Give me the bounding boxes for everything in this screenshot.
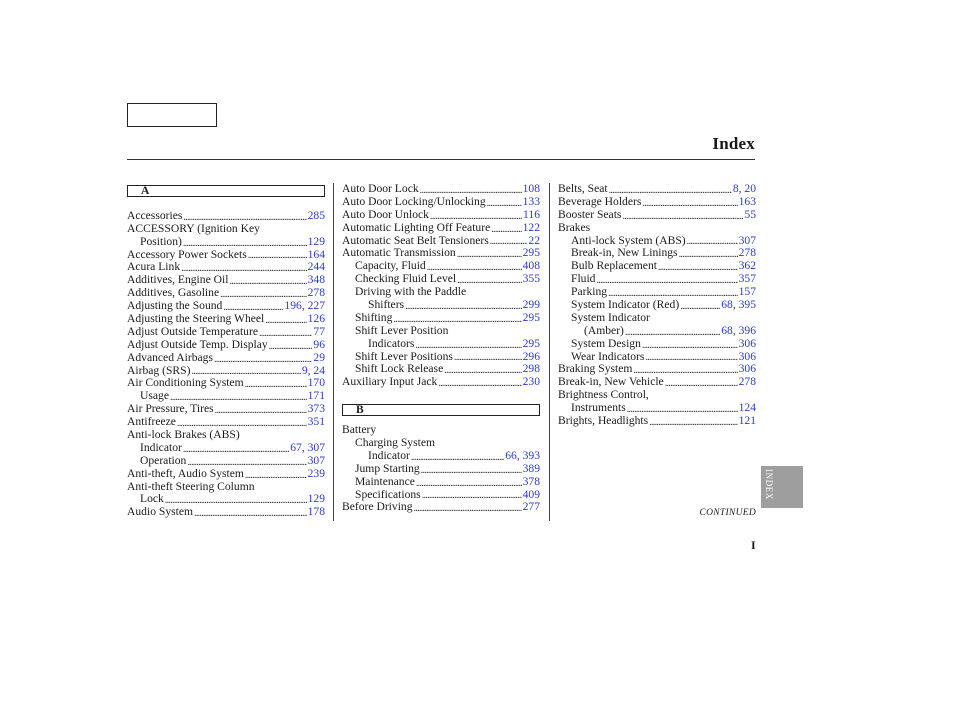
dot-leader [642, 340, 738, 351]
index-column-1 [127, 183, 325, 519]
index-entry-label: Audio System [127, 505, 194, 519]
page-reference-link[interactable]: 163 [738, 194, 756, 208]
page-reference-link[interactable]: 389 [522, 461, 540, 475]
page-reference-link[interactable]: 298 [522, 362, 540, 376]
page-reference-link[interactable]: 171 [307, 389, 325, 403]
index-entry [558, 209, 756, 222]
continued-note: CONTINUED [699, 508, 756, 518]
index-entry-label: Indicator [140, 440, 182, 454]
index-entry-label: System Indicator [571, 310, 650, 324]
index-entry-label: System Indicator (Red) [571, 298, 680, 311]
index-entry-label: Indicators [368, 336, 415, 350]
dot-leader [444, 365, 521, 376]
index-entry-label: Airbag (SRS) [127, 363, 191, 377]
index-entry-label: Break-in, New Linings [571, 246, 678, 260]
page-reference-link[interactable]: 178 [307, 505, 325, 519]
index-entry [127, 468, 325, 481]
index-entry-label: Lock [140, 492, 164, 506]
dot-leader [642, 198, 737, 209]
index-entry [127, 223, 325, 236]
index-entry [342, 463, 540, 476]
index-entry-label: Auxiliary Input Jack [342, 375, 438, 389]
section-letter-b: B [342, 404, 540, 416]
page-reference-link[interactable]: 129 [307, 234, 325, 248]
dot-leader [645, 352, 737, 363]
index-entry-label: Battery [342, 423, 377, 437]
index-entry [342, 437, 540, 450]
index-entry-label: Anti-theft Steering Column [127, 479, 255, 493]
index-entry-label: Antifreeze [127, 415, 176, 429]
page-reference-link[interactable]: 299 [522, 298, 540, 311]
page-reference-link[interactable]: 307 [738, 233, 756, 247]
index-entry [558, 415, 756, 428]
index-entry-label: Charging System [355, 436, 435, 450]
index-entry-label: Anti-lock Brakes (ABS) [127, 428, 240, 442]
index-list-a [127, 210, 325, 519]
dot-leader [405, 301, 522, 312]
page-reference-link[interactable]: 157 [738, 285, 756, 299]
dot-leader [680, 301, 720, 312]
index-entry-label: Position) [140, 234, 182, 248]
dot-leader [457, 249, 522, 260]
index-entry-label: Capacity, Fluid [355, 259, 426, 273]
index-entry [558, 196, 756, 209]
index-entry-label: Auto Door Unlock [342, 207, 429, 221]
index-entry [127, 339, 325, 352]
dot-leader [596, 275, 737, 286]
index-entry-label: Indicator [368, 448, 410, 462]
index-entry-label: Acura Link [127, 260, 181, 274]
index-entry-label: Anti-lock System (ABS) [571, 233, 686, 247]
page-reference-link[interactable]: 278 [738, 375, 756, 389]
page-reference-link[interactable]: 29 [313, 350, 325, 364]
index-entry-label: Auto Door Locking/Unlocking [342, 194, 486, 208]
page-reference-link[interactable]: 278 [307, 286, 325, 300]
index-column-2 [342, 183, 540, 514]
index-entry [127, 455, 325, 468]
page-reference-link[interactable]: 121 [738, 414, 756, 428]
dot-leader [414, 503, 522, 514]
page-reference-link[interactable]: 295 [522, 310, 540, 324]
dot-leader [490, 236, 528, 247]
index-entry-label: Accessories [127, 208, 183, 222]
index-entry-label: Brakes [558, 220, 591, 234]
index-entry [558, 183, 756, 196]
page-reference-link[interactable]: 170 [307, 376, 325, 390]
dot-leader [679, 249, 738, 260]
index-entry-label: Beverage Holders [558, 194, 642, 208]
dot-leader [622, 211, 743, 222]
dot-leader [245, 379, 307, 390]
index-entry-label: Specifications [355, 487, 421, 501]
index-entry-label: Checking Fluid Level [355, 272, 457, 286]
index-entry-label: Advanced Airbags [127, 350, 213, 364]
index-list-b [342, 424, 540, 514]
index-entry-label: Belts, Seat [558, 181, 608, 195]
index-entry-label: Jump Starting [355, 461, 420, 475]
index-entry [127, 236, 325, 249]
index-entry [127, 506, 325, 519]
page-reference-link[interactable]: 9, 24 [301, 363, 325, 377]
index-entry-label: Shift Lock Release [355, 362, 444, 376]
dot-leader [214, 354, 312, 365]
page-reference-link[interactable]: 129 [307, 492, 325, 506]
dot-leader [457, 275, 522, 286]
page-reference-link[interactable]: 351 [307, 415, 325, 429]
page-reference-link[interactable]: 133 [522, 194, 540, 208]
index-entry [127, 313, 325, 326]
page-reference-link[interactable]: 116 [523, 207, 540, 221]
index-entry-label: Additives, Engine Oil [127, 273, 229, 287]
page-reference-link[interactable]: 348 [307, 273, 325, 287]
page-reference-link[interactable]: 126 [307, 312, 325, 325]
index-entry-label: Before Driving [342, 500, 413, 514]
page-reference-link[interactable]: 355 [522, 272, 540, 286]
index-list-b-continued [558, 183, 756, 428]
page-reference-link[interactable]: 357 [738, 272, 756, 286]
dot-leader [416, 478, 522, 489]
dot-leader [687, 236, 738, 247]
index-entry [558, 325, 756, 338]
column-divider-2 [549, 183, 550, 521]
section-letter-a: A [127, 185, 325, 197]
index-entry-label: Shift Lever Positions [355, 349, 453, 363]
page-reference-link[interactable]: 306 [738, 362, 756, 376]
side-tab-label: INDEX [764, 469, 774, 500]
page-reference-link[interactable]: 285 [307, 208, 325, 222]
page-reference-link[interactable]: 8, 20 [732, 181, 756, 195]
index-entry [342, 376, 540, 389]
header-tab-box [127, 103, 217, 127]
index-entry-label: Wear Indicators [571, 349, 645, 363]
index-entry [558, 222, 756, 235]
dot-leader [248, 250, 307, 261]
index-entry-label: Automatic Seat Belt Tensioners [342, 233, 489, 247]
index-entry-label: Additives, Gasoline [127, 286, 220, 300]
index-entry [558, 338, 756, 351]
index-column-3 [558, 183, 756, 428]
page-reference-link[interactable]: 244 [307, 260, 325, 274]
page-reference-link[interactable]: 239 [307, 466, 325, 480]
page-reference-link[interactable]: 55 [744, 207, 756, 221]
page-reference-link[interactable]: 68, 395 [721, 298, 756, 311]
index-entry-label: Accessory Power Sockets [127, 247, 247, 261]
page-reference-link[interactable]: 122 [522, 220, 540, 234]
index-entry-label: Shifters [368, 298, 405, 311]
index-entry-label: Break-in, New Vehicle [558, 375, 664, 389]
index-entry-label: Brightness Control, [558, 388, 649, 402]
page-reference-link[interactable]: 67, 307 [290, 440, 325, 454]
page-reference-link[interactable]: 306 [738, 336, 756, 350]
index-entry [342, 196, 540, 209]
index-entry-label: Shifting [355, 310, 393, 324]
page-reference-link[interactable]: 96 [313, 337, 325, 351]
index-entry [127, 352, 325, 365]
title-divider [127, 159, 755, 160]
index-entry-label: Auto Door Lock [342, 181, 419, 195]
dot-leader [229, 276, 306, 287]
index-entry [342, 312, 540, 325]
index-entry-label: Bulb Replacement [571, 259, 657, 273]
index-entry [342, 183, 540, 196]
page-reference-link[interactable]: 277 [522, 500, 540, 514]
dot-leader [215, 405, 307, 416]
index-entry-label: Automatic Lighting Off Feature [342, 220, 491, 234]
page-reference-link[interactable]: 278 [738, 246, 756, 260]
index-entry-label: Instruments [571, 401, 626, 415]
page-reference-link[interactable]: 409 [522, 487, 540, 501]
page-reference-link[interactable]: 124 [738, 401, 756, 415]
page-reference-link[interactable]: 408 [522, 259, 540, 273]
dot-leader [265, 315, 306, 326]
index-entry-label: Driving with the Paddle [355, 285, 467, 299]
page-reference-link[interactable]: 164 [307, 247, 325, 261]
page-title: Index [712, 134, 755, 153]
page-reference-link[interactable]: 230 [522, 375, 540, 389]
page-reference-link[interactable]: 362 [738, 259, 756, 273]
dot-leader [421, 465, 522, 476]
index-entry-label: Adjusting the Steering Wheel [127, 312, 265, 325]
index-entry-label: Shift Lever Position [355, 323, 449, 337]
page-reference-link[interactable]: 295 [522, 336, 540, 350]
index-entry-label: Usage [140, 389, 169, 403]
index-entry [558, 299, 756, 312]
page-reference-link[interactable]: 68, 396 [721, 323, 756, 337]
index-entry-label: Operation [140, 453, 187, 467]
dot-leader [415, 340, 521, 351]
page-reference-link[interactable]: 378 [522, 474, 540, 488]
index-entry-label: Maintenance [355, 474, 415, 488]
page-reference-link[interactable]: 373 [307, 402, 325, 416]
index-entry [127, 429, 325, 442]
dot-leader [487, 198, 522, 209]
index-entry [342, 450, 540, 463]
index-entry-label: Adjust Outside Temp. Display [127, 337, 268, 351]
index-entry [342, 338, 540, 351]
index-side-tab[interactable] [761, 466, 803, 508]
index-entry-label: Booster Seats [558, 207, 622, 221]
dot-leader [658, 262, 738, 273]
dot-leader [269, 341, 313, 352]
index-entry [342, 501, 540, 514]
index-entry-label: Parking [571, 285, 608, 299]
page-reference-link[interactable]: 66, 393 [505, 448, 540, 462]
index-entry [127, 442, 325, 455]
index-entry-label: Brights, Headlights [558, 414, 649, 428]
index-entry-label: Fluid [571, 272, 596, 286]
index-entry [342, 299, 540, 312]
page-reference-link[interactable]: 77 [313, 324, 325, 338]
index-entry [127, 210, 325, 223]
index-entry-label: Adjusting the Sound [127, 299, 223, 313]
page-reference-link[interactable]: 295 [522, 246, 540, 260]
dot-leader [491, 224, 521, 235]
dot-leader [183, 444, 289, 455]
page-reference-link[interactable]: 296 [522, 349, 540, 363]
index-list-a-continued [342, 183, 540, 389]
page-reference-link[interactable]: 108 [522, 181, 540, 195]
dot-leader [194, 508, 307, 519]
index-entry [342, 209, 540, 222]
index-entry-label: Braking System [558, 362, 633, 376]
index-entry [342, 476, 540, 489]
dot-leader [411, 452, 504, 463]
dot-leader [422, 490, 522, 501]
index-entry-label: Adjust Outside Temperature [127, 324, 258, 338]
column-divider-1 [333, 183, 334, 521]
page-reference-link[interactable]: 196, 227 [284, 299, 325, 313]
page-reference-link[interactable]: 307 [307, 453, 325, 467]
index-entry [127, 326, 325, 339]
dot-leader [245, 470, 307, 481]
index-entry-label: System Design [571, 336, 641, 350]
index-entry [558, 312, 756, 325]
index-entry [342, 222, 540, 235]
dot-leader [183, 238, 307, 249]
dot-leader [665, 378, 738, 389]
index-entry-label: Air Pressure, Tires [127, 402, 214, 416]
index-entry-label: (Amber) [584, 323, 624, 337]
index-entry-label: ACCESSORY (Ignition Key [127, 221, 260, 235]
page-reference-link[interactable]: 22 [528, 233, 540, 247]
index-entry-label: Automatic Transmission [342, 246, 456, 260]
dot-leader [649, 417, 737, 428]
page-number: I [751, 538, 756, 552]
dot-leader [454, 352, 522, 363]
index-entry [342, 325, 540, 338]
index-entry-label: Air Conditioning System [127, 376, 244, 390]
index-entry-label: Anti-theft, Audio System [127, 466, 244, 480]
dot-leader [438, 378, 521, 389]
page-reference-link[interactable]: 306 [738, 349, 756, 363]
